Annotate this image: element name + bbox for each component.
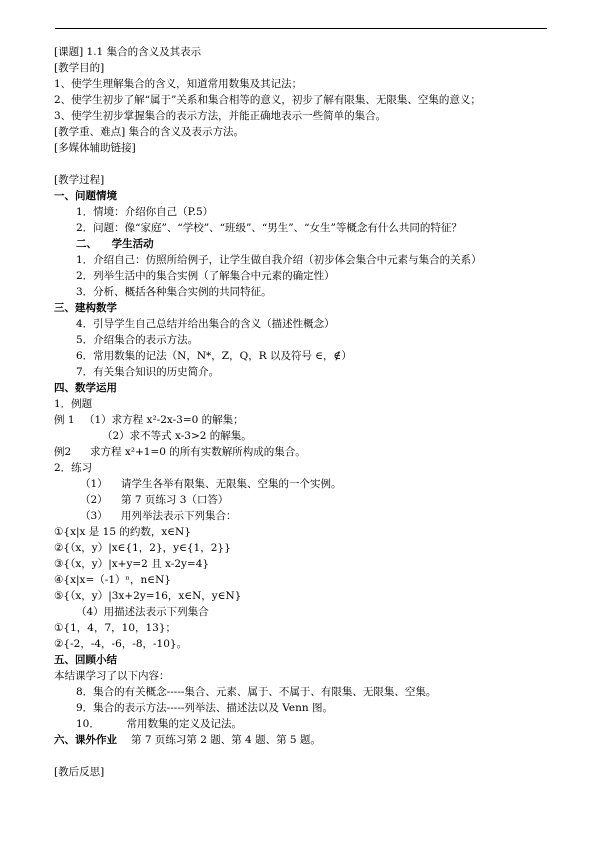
- list-item: 7．有关集合知识的历史简介。: [76, 366, 220, 378]
- list-item: 1．情境：介绍你自己（P.5）: [76, 206, 214, 218]
- exercise-title: 2．练习: [54, 462, 93, 474]
- topic-line: [课题] 1.1 集合的含义及其表示: [54, 46, 202, 58]
- example-label: 例 1: [54, 414, 75, 426]
- set-item: ⑤{（x，y）|3x+2y=16，x∈N，y∈N}: [54, 590, 242, 602]
- objective-item: 2、使学生初步了解“属于”关系和集合相等的意义，初步了解有限集、无限集、空集的意义；: [54, 94, 481, 106]
- section-heading: 二、 学生活动: [76, 238, 154, 250]
- example-text: （1）求方程 x²-2x-3=0 的解集；: [84, 414, 244, 426]
- list-item: （1） 请学生各举有限集、无限集、空集的一个实例。: [80, 478, 342, 490]
- set-item: ①{x|x 是 15 的约数，x∈N}: [54, 526, 191, 538]
- set-item: ④{x|x=（-1）ⁿ，n∈N}: [54, 574, 171, 586]
- example-label: 例2: [54, 446, 72, 458]
- lesson-plan-document: [54, 44, 550, 780]
- key-points-line: [教学重、难点] 集合的含义及表示方法。: [54, 126, 245, 138]
- examples-title: 1．例题: [54, 398, 93, 410]
- set-item: ①{1，4，7，10，13}；: [54, 622, 177, 634]
- section-heading: 六、课外作业: [54, 734, 117, 746]
- list-item: （3） 用列举法表示下列集合：: [80, 510, 237, 522]
- list-item: 4．引导学生自己总结并给出集合的含义（描述性概念）: [76, 318, 335, 330]
- list-item: （2） 第 7 页练习 3（口答）: [80, 494, 229, 506]
- section-heading: 三、建构数学: [54, 302, 117, 314]
- list-item: 3．分析、概括各种集合实例的共同特征。: [76, 286, 272, 298]
- list-item: 2．问题：像“家庭”、“学校”、“班级”、“男生”、“女生”等概念有什么共同的特征？: [76, 222, 462, 234]
- list-item: 2．列举生活中的集合实例（了解集合中元素的确定性）: [76, 270, 335, 282]
- set-item: ②{（x，y）|x∈{1，2}，y∈{1，2}}: [54, 542, 231, 554]
- top-rule: [55, 28, 547, 29]
- objectives-title: [教学目的]: [54, 62, 105, 74]
- example-text: （2）求不等式 x-3>2 的解集。: [102, 430, 252, 442]
- describe-title: （4）用描述法表示下列集合: [76, 606, 209, 618]
- homework-line: [54, 732, 550, 748]
- homework-text: 第 7 页练习第 2 题、第 4 题、第 5 题。: [131, 734, 321, 746]
- list-item: 5．介绍集合的表示方法。: [76, 334, 199, 346]
- example-text: 求方程 x²+1=0 的所有实数解所构成的集合。: [90, 446, 306, 458]
- set-item: ③{（x，y）|x+y=2 且 x-2y=4}: [54, 558, 210, 570]
- process-title: [教学过程]: [54, 174, 105, 186]
- reflection-line: [教后反思]: [54, 766, 105, 778]
- list-item: 6．常用数集的记法（N，N*，Z，Q，R 以及符号 ∈，∉）: [76, 350, 352, 362]
- list-item: 1．介绍自己：仿照所给例子，让学生做自我介绍（初步体会集合中元素与集合的关系）: [76, 254, 482, 266]
- section-heading: 五、回顾小结: [54, 654, 117, 666]
- example-1-line: [54, 412, 550, 428]
- objective-item: 3、使学生初步掌握集合的表示方法，并能正确地表示一些简单的集合。: [54, 110, 387, 122]
- multimedia-line: [多媒体辅助链接]: [54, 142, 136, 154]
- set-item: ②{-2，-4，-6，-8，-10}。: [54, 638, 188, 650]
- summary-intro: 本结课学习了以下内容：: [54, 670, 170, 682]
- list-item: 8．集合的有关概念-----集合、元素、属于、不属于、有限集、无限集、空集。: [76, 686, 437, 698]
- section-heading: 一、问题情境: [54, 190, 117, 202]
- list-item: 9．集合的表示方法-----列举法、描述法以及 Venn 图。: [76, 702, 333, 714]
- example-2-line: [54, 444, 550, 460]
- list-item: 10． 常用数集的定义及记法。: [76, 718, 243, 730]
- section-heading: 四、数学运用: [54, 382, 117, 394]
- objective-item: 1、使学生理解集合的含义，知道常用数集及其记法；: [54, 78, 303, 90]
